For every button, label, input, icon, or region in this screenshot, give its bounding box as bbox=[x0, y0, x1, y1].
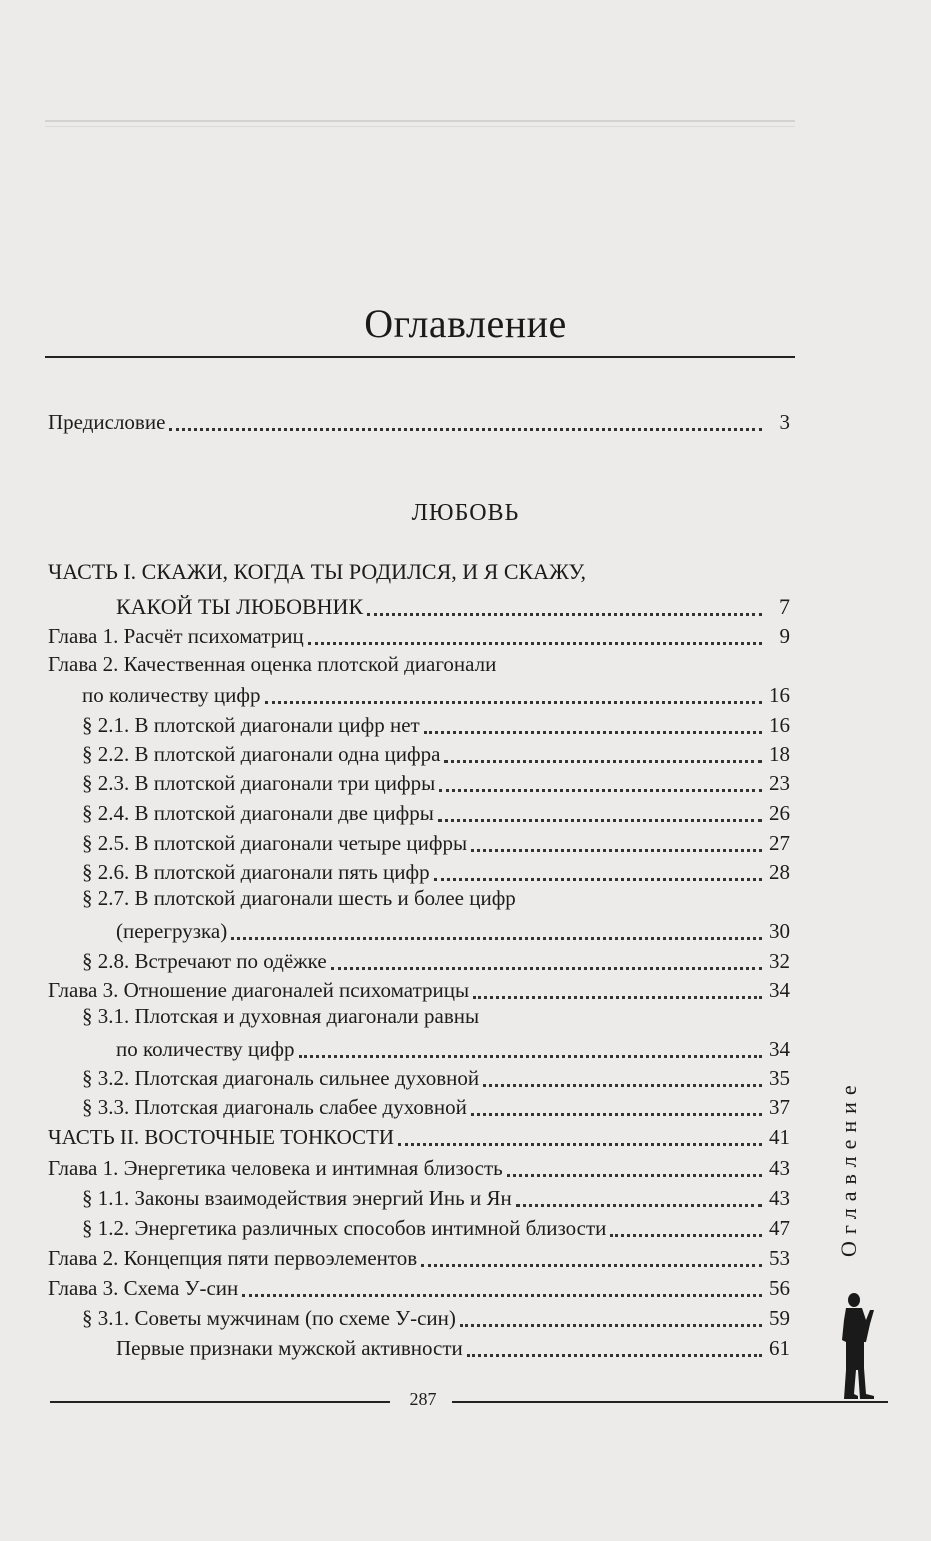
toc-entry-page: 43 bbox=[769, 1186, 790, 1210]
toc-entry-text: Глава 2. Концепция пяти первоэлементов bbox=[48, 1246, 418, 1270]
toc-entry-text: Глава 1. Расчёт психоматриц bbox=[48, 624, 304, 648]
toc-entry bbox=[116, 1031, 790, 1063]
page-number: 287 bbox=[409, 1389, 437, 1409]
man-silhouette-icon bbox=[830, 1290, 884, 1400]
toc-entry bbox=[82, 765, 790, 797]
toc-entry-page: 34 bbox=[769, 978, 790, 1002]
toc-entry bbox=[82, 1089, 790, 1121]
leader-dots bbox=[398, 1141, 762, 1146]
toc-entry bbox=[82, 1060, 790, 1092]
toc-entry-text: § 3.3. Плотская диагональ слабее духовной bbox=[82, 1095, 467, 1119]
toc-entry-text: § 2.8. Встречают по одёжке bbox=[82, 949, 327, 973]
page-title: Оглавление bbox=[364, 301, 567, 346]
toc-entry-page: 3 bbox=[779, 410, 790, 434]
toc-entry bbox=[48, 1270, 790, 1302]
toc-entry-text: по количеству цифр bbox=[82, 683, 261, 707]
toc-entry-page: 53 bbox=[769, 1246, 790, 1270]
toc-entry bbox=[82, 677, 790, 709]
leader-dots bbox=[516, 1202, 762, 1207]
leader-dots bbox=[467, 1352, 762, 1357]
toc-entry-text: § 1.1. Законы взаимодействия энергий Инь и Ян bbox=[82, 1186, 512, 1210]
toc-entry-text: ЧАСТЬ II. ВОСТОЧНЫЕ ТОНКОСТИ bbox=[48, 1125, 395, 1149]
toc-entry-page: 59 bbox=[769, 1306, 790, 1330]
toc-entry-page: 37 bbox=[769, 1095, 790, 1119]
leader-dots bbox=[444, 758, 762, 763]
leader-dots bbox=[471, 847, 762, 852]
toc-entry-text: Глава 3. Отношение диагоналей психоматрицы bbox=[48, 978, 470, 1002]
leader-dots bbox=[299, 1053, 763, 1058]
toc-entry bbox=[82, 1210, 790, 1242]
toc-entry-page: 7 bbox=[779, 594, 790, 619]
toc-entry-text: § 1.2. Энергетика различных способов интимной близости bbox=[82, 1216, 607, 1240]
toc-entry bbox=[82, 795, 790, 827]
leader-dots bbox=[473, 994, 762, 999]
leader-dots bbox=[169, 426, 762, 431]
toc-entry bbox=[48, 1119, 790, 1151]
footer-rule bbox=[452, 1401, 888, 1403]
leader-dots bbox=[434, 876, 762, 881]
toc-entry bbox=[82, 736, 790, 768]
toc-entry-page: 9 bbox=[779, 624, 790, 648]
toc-entry-text: Первые признаки мужской активности bbox=[116, 1336, 463, 1360]
toc-entry bbox=[116, 1330, 790, 1362]
side-section-label: Оглавление bbox=[836, 1078, 861, 1258]
toc-entry-page: 35 bbox=[769, 1066, 790, 1090]
leader-dots bbox=[483, 1082, 762, 1087]
toc-entry-text: (перегрузка) bbox=[116, 919, 228, 943]
toc-entry-text: § 2.6. В плотской диагонали пять цифр bbox=[82, 860, 430, 884]
toc-entry-text: КАКОЙ ТЫ ЛЮБОВНИК bbox=[116, 594, 364, 619]
toc-entry-text: § 3.1. Советы мужчинам (по схеме У-син) bbox=[82, 1306, 456, 1330]
toc-entry-text: § 3.1. Плотская и духовная диагонали равны bbox=[82, 1004, 480, 1028]
toc-entry bbox=[82, 1300, 790, 1332]
toc-entry-page: 28 bbox=[769, 860, 790, 884]
toc-entry bbox=[82, 943, 790, 975]
leader-dots bbox=[421, 1262, 762, 1267]
toc-entry-text: § 3.2. Плотская диагональ сильнее духовной bbox=[82, 1066, 480, 1090]
toc-entry bbox=[48, 618, 790, 650]
leader-dots bbox=[438, 817, 762, 822]
toc-entry bbox=[82, 707, 790, 739]
toc-entry-page: 26 bbox=[769, 801, 790, 825]
footer-rule bbox=[50, 1401, 390, 1403]
leader-dots bbox=[439, 787, 762, 792]
toc-entry-text: § 2.5. В плотской диагонали четыре цифры bbox=[82, 831, 468, 855]
toc-entry-page: 16 bbox=[769, 683, 790, 707]
toc-entry-text: Глава 2. Качественная оценка плотской диагонали bbox=[48, 652, 497, 676]
leader-dots bbox=[367, 611, 762, 616]
toc-entry-text: § 2.2. В плотской диагонали одна цифра bbox=[82, 742, 441, 766]
toc-entry bbox=[48, 1150, 790, 1182]
toc-entry-page: 32 bbox=[769, 949, 790, 973]
toc-entry-page: 41 bbox=[769, 1125, 790, 1149]
leader-dots bbox=[610, 1232, 762, 1237]
toc-entry-page: 43 bbox=[769, 1156, 790, 1180]
toc-entry bbox=[48, 972, 790, 1004]
toc-entry-page: 23 bbox=[769, 771, 790, 795]
part-title-line1: ЧАСТЬ I. СКАЖИ, КОГДА ТЫ РОДИЛСЯ, И Я СКАЖУ, bbox=[48, 559, 586, 584]
toc-entry-page: 18 bbox=[769, 742, 790, 766]
toc-entry-page: 56 bbox=[769, 1276, 790, 1300]
toc-entry-text: Предисловие bbox=[48, 410, 166, 434]
leader-dots bbox=[331, 965, 762, 970]
toc-entry-page: 16 bbox=[769, 713, 790, 737]
leader-dots bbox=[460, 1322, 762, 1327]
toc-entry bbox=[82, 1180, 790, 1212]
toc-entry-text: по количеству цифр bbox=[116, 1037, 295, 1061]
leader-dots bbox=[231, 935, 762, 940]
toc-entry-text: Глава 1. Энергетика человека и интимная близость bbox=[48, 1156, 503, 1180]
leader-dots bbox=[507, 1172, 762, 1177]
toc-entry-page: 30 bbox=[769, 919, 790, 943]
toc-entry-text: § 2.1. В плотской диагонали цифр нет bbox=[82, 713, 420, 737]
toc-entry-part1 bbox=[116, 589, 790, 621]
toc-entry-text: § 2.4. В плотской диагонали две цифры bbox=[82, 801, 434, 825]
toc-entry-page: 27 bbox=[769, 831, 790, 855]
toc-entry-page: 34 bbox=[769, 1037, 790, 1061]
toc-entry-text: § 2.7. В плотской диагонали шесть и более цифр bbox=[82, 886, 516, 910]
toc-entry bbox=[82, 854, 790, 886]
section-heading: ЛЮБОВЬ bbox=[411, 500, 520, 526]
leader-dots bbox=[424, 729, 762, 734]
leader-dots bbox=[242, 1292, 762, 1297]
toc-entry-preface bbox=[48, 404, 790, 436]
leader-dots bbox=[265, 699, 763, 704]
toc-entry-page: 61 bbox=[769, 1336, 790, 1360]
leader-dots bbox=[308, 640, 762, 645]
toc-entry-text: § 2.3. В плотской диагонали три цифры bbox=[82, 771, 436, 795]
toc-entry bbox=[82, 825, 790, 857]
toc-entry bbox=[48, 1240, 790, 1272]
toc-entry bbox=[116, 913, 790, 945]
toc-entry-page: 47 bbox=[769, 1216, 790, 1240]
toc-entry-text: Глава 3. Схема У-син bbox=[48, 1276, 239, 1300]
leader-dots bbox=[471, 1111, 762, 1116]
